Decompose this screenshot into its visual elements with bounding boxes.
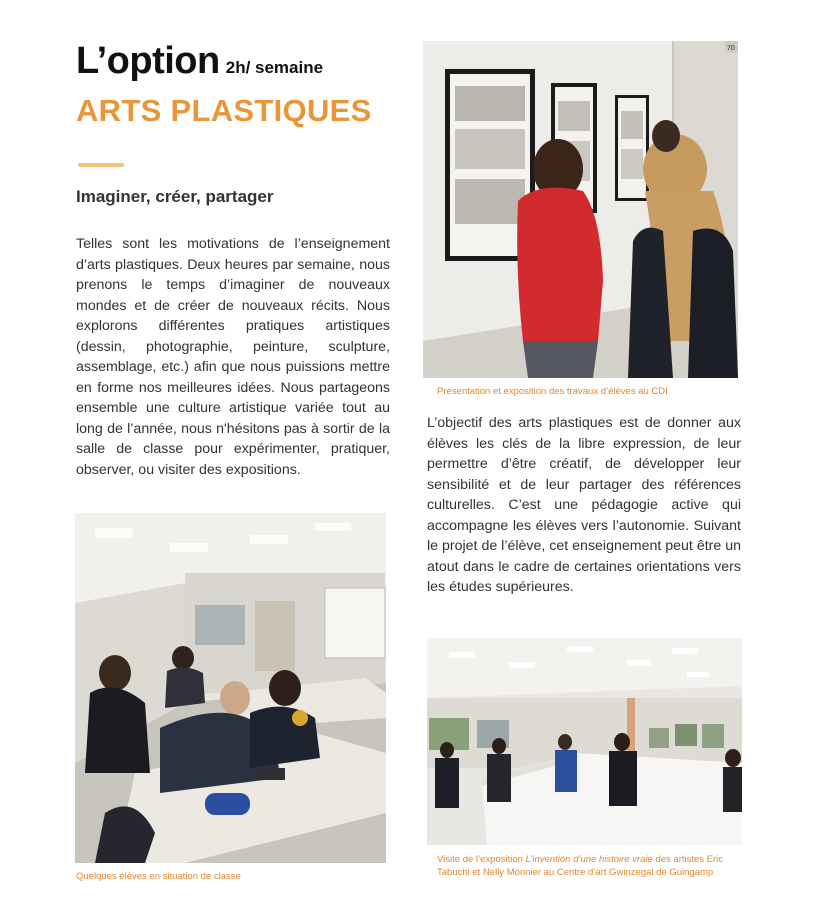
- subject-title: ARTS PLASTIQUES: [76, 93, 372, 128]
- photo-cdi-exhibition: [423, 41, 738, 378]
- page-title: [76, 40, 323, 83]
- photo-classroom: [75, 513, 386, 863]
- accent-divider: [78, 163, 124, 167]
- caption-exhibition-suffix: des artistes Eric Tabuchi et Nelly Monnier au Centre d’art Gwinzegal de Guingamp: [437, 854, 724, 878]
- caption-exhibition-title: L’invention d’une histoire vraie: [525, 854, 653, 865]
- intro-paragraph: Telles sont les motivations de l’enseignement d’arts plastiques. Deux heures par semaine, nous prenons le temps d’imaginer de nouveaux mondes et de créer de nouveaux récits. Nous explorons différentes pratiques artistiques (dessin, photographie, peinture, sculpture, assemblage, etc.) afin que nous puissions mettre en forme nos meilleures idées. Nous partageons ensemble une culture artistique variée tout au long de l’année, nous n'hésitons pas à sortir de la salle de classe pour expérimenter, pratiquer, observer, ou visiter des expositions.: [76, 236, 390, 478]
- caption-classroom: Quelques élèves en situation de classe: [76, 871, 241, 882]
- objective-paragraph: L’objectif des arts plastiques est de donner aux élèves les clés de la libre expression, de leur permettre d’être créatif, de développer leur sensibilité et de leur partager des références culturelles. C’est une pédagogie active qui accompagne les élèves vers l’autonomie. Suivant le projet de l’élève, cet enseignement peut être un atout dans le cadre de certaines orientations vers les études supérieures.: [427, 415, 741, 595]
- caption-exhibition-prefix: Visite de l’exposition: [437, 854, 526, 865]
- room-number-sign: 70: [727, 45, 735, 52]
- title-main: L’option: [76, 40, 220, 82]
- title-schedule: 2h/ semaine: [225, 58, 324, 77]
- caption-cdi: Présentation et exposition des travaux d’élèves au CDI: [437, 386, 668, 397]
- caption-exhibition: [437, 854, 737, 879]
- tagline: Imaginer, créer, partager: [76, 187, 274, 206]
- photo-exhibition: [427, 638, 742, 845]
